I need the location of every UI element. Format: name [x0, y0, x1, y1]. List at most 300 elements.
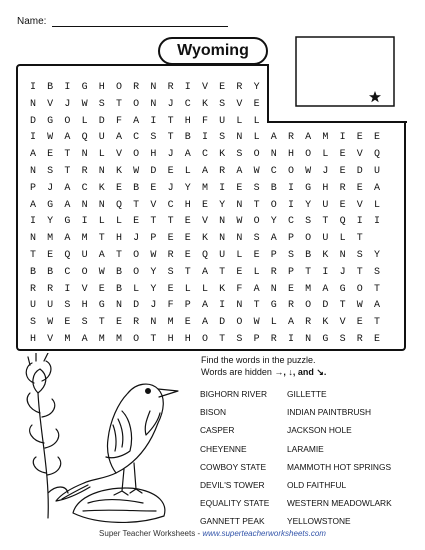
grid-letter[interactable]: L: [253, 132, 260, 144]
grid-letter[interactable]: L: [236, 250, 243, 261]
grid-letter[interactable]: O: [133, 149, 140, 161]
grid-letter[interactable]: W: [81, 98, 88, 110]
grid-letter[interactable]: L: [339, 233, 346, 245]
grid-letter[interactable]: O: [133, 98, 140, 110]
grid-letter[interactable]: K: [201, 98, 208, 110]
grid-letter[interactable]: A: [64, 132, 71, 144]
grid-letter[interactable]: H: [184, 334, 191, 345]
grid-letter[interactable]: A: [201, 266, 208, 278]
grid-letter[interactable]: R: [167, 82, 174, 93]
grid-letter[interactable]: G: [47, 199, 54, 211]
grid-letter[interactable]: I: [29, 216, 36, 228]
grid-letter[interactable]: W: [133, 166, 140, 177]
grid-letter[interactable]: C: [133, 132, 140, 144]
grid-letter[interactable]: N: [305, 334, 312, 345]
grid-letter[interactable]: E: [133, 216, 140, 228]
grid-letter[interactable]: N: [339, 250, 346, 261]
grid-letter[interactable]: T: [150, 334, 157, 345]
grid-letter[interactable]: P: [150, 233, 157, 245]
grid-letter[interactable]: R: [133, 82, 140, 93]
grid-letter[interactable]: E: [356, 132, 363, 144]
grid-letter[interactable]: T: [115, 250, 122, 261]
grid-letter[interactable]: D: [322, 300, 329, 312]
grid-letter[interactable]: W: [253, 166, 260, 177]
grid-letter[interactable]: R: [356, 334, 363, 345]
grid-letter[interactable]: S: [98, 98, 105, 110]
grid-letter[interactable]: K: [219, 283, 226, 295]
grid-letter[interactable]: A: [270, 233, 277, 245]
grid-letter[interactable]: E: [184, 233, 191, 245]
grid-letter[interactable]: I: [184, 82, 191, 93]
grid-letter[interactable]: S: [287, 250, 294, 261]
grid-letter[interactable]: L: [253, 266, 260, 278]
grid-letter[interactable]: E: [167, 283, 174, 295]
grid-letter[interactable]: S: [47, 166, 54, 177]
grid-letter[interactable]: P: [287, 266, 294, 278]
grid-letter[interactable]: Q: [115, 199, 122, 211]
grid-letter[interactable]: Q: [339, 216, 346, 228]
grid-letter[interactable]: T: [167, 132, 174, 144]
grid-letter[interactable]: A: [133, 115, 140, 127]
grid-letter[interactable]: E: [184, 250, 191, 261]
grid-letter[interactable]: A: [29, 199, 36, 211]
grid-letter[interactable]: A: [115, 132, 122, 144]
grid-letter[interactable]: V: [47, 98, 54, 110]
grid-letter[interactable]: R: [305, 317, 312, 329]
grid-letter[interactable]: H: [287, 149, 294, 161]
grid-letter[interactable]: F: [115, 115, 122, 127]
grid-letter[interactable]: L: [133, 283, 140, 295]
grid-letter[interactable]: G: [322, 334, 329, 345]
grid-letter[interactable]: S: [253, 233, 260, 245]
grid-letter[interactable]: S: [81, 317, 88, 329]
grid-letter[interactable]: L: [81, 115, 88, 127]
grid-letter[interactable]: R: [270, 266, 277, 278]
grid-letter[interactable]: T: [64, 149, 71, 161]
grid-letter[interactable]: M: [167, 317, 174, 329]
grid-letter[interactable]: L: [184, 283, 191, 295]
grid-letter[interactable]: V: [115, 149, 122, 161]
grid-letter[interactable]: A: [81, 334, 88, 345]
grid-letter[interactable]: V: [81, 283, 88, 295]
grid-letter[interactable]: C: [270, 166, 277, 177]
grid-letter[interactable]: H: [98, 82, 105, 93]
grid-letter[interactable]: G: [64, 216, 71, 228]
grid-letter[interactable]: U: [81, 250, 88, 261]
grid-letter[interactable]: E: [253, 98, 260, 110]
grid-letter[interactable]: U: [47, 300, 54, 312]
grid-letter[interactable]: O: [253, 216, 260, 228]
grid-letter[interactable]: N: [98, 199, 105, 211]
grid-letter[interactable]: G: [47, 115, 54, 127]
grid-letter[interactable]: P: [287, 233, 294, 245]
grid-letter[interactable]: S: [219, 98, 226, 110]
grid-letter[interactable]: B: [47, 266, 54, 278]
grid-letter[interactable]: Y: [373, 250, 380, 261]
grid-letter[interactable]: E: [373, 132, 380, 144]
grid-letter[interactable]: C: [167, 199, 174, 211]
grid-letter[interactable]: O: [81, 266, 88, 278]
grid-letter[interactable]: J: [339, 266, 346, 278]
grid-letter[interactable]: D: [150, 166, 157, 177]
grid-letter[interactable]: T: [115, 98, 122, 110]
grid-letter[interactable]: S: [150, 132, 157, 144]
grid-letter[interactable]: R: [167, 250, 174, 261]
grid-letter[interactable]: Y: [270, 216, 277, 228]
grid-letter[interactable]: H: [150, 149, 157, 161]
grid-letter[interactable]: M: [98, 334, 105, 345]
grid-letter[interactable]: E: [47, 149, 54, 161]
grid-letter[interactable]: D: [219, 317, 226, 329]
grid-letter[interactable]: S: [236, 334, 243, 345]
grid-letter[interactable]: T: [184, 266, 191, 278]
grid-letter[interactable]: O: [115, 82, 122, 93]
grid-letter[interactable]: D: [356, 166, 363, 177]
grid-letter[interactable]: E: [167, 233, 174, 245]
grid-letter[interactable]: E: [253, 250, 260, 261]
grid-letter[interactable]: A: [236, 166, 243, 177]
grid-letter[interactable]: L: [98, 216, 105, 228]
grid-letter[interactable]: Y: [219, 199, 226, 211]
grid-letter[interactable]: Q: [64, 250, 71, 261]
grid-letter[interactable]: E: [184, 317, 191, 329]
grid-letter[interactable]: E: [236, 182, 243, 194]
grid-letter[interactable]: A: [201, 300, 208, 312]
grid-letter[interactable]: E: [373, 334, 380, 345]
grid-letter[interactable]: W: [236, 216, 243, 228]
grid-letter[interactable]: O: [133, 250, 140, 261]
grid-letter[interactable]: Y: [150, 283, 157, 295]
grid-letter[interactable]: N: [270, 149, 277, 161]
grid-letter[interactable]: N: [98, 166, 105, 177]
grid-letter[interactable]: R: [270, 334, 277, 345]
grid-letter[interactable]: C: [81, 182, 88, 194]
grid-letter[interactable]: I: [219, 182, 226, 194]
grid-letter[interactable]: N: [236, 300, 243, 312]
grid-letter[interactable]: N: [29, 166, 36, 177]
grid-letter[interactable]: Q: [373, 149, 380, 161]
grid-letter[interactable]: N: [236, 233, 243, 245]
grid-letter[interactable]: D: [133, 300, 140, 312]
grid-letter[interactable]: T: [98, 317, 105, 329]
grid-letter[interactable]: V: [356, 199, 363, 211]
grid-letter[interactable]: E: [115, 317, 122, 329]
grid-letter[interactable]: J: [167, 149, 174, 161]
grid-letter[interactable]: I: [287, 199, 294, 211]
grid-letter[interactable]: T: [29, 250, 36, 261]
grid-letter[interactable]: M: [64, 334, 71, 345]
grid-letter[interactable]: T: [305, 266, 312, 278]
grid-letter[interactable]: C: [184, 98, 191, 110]
name-line[interactable]: [52, 26, 228, 27]
grid-letter[interactable]: K: [219, 149, 226, 161]
grid-letter[interactable]: L: [98, 149, 105, 161]
grid-letter[interactable]: L: [373, 199, 380, 211]
grid-letter[interactable]: T: [373, 283, 380, 295]
grid-letter[interactable]: T: [322, 216, 329, 228]
grid-letter[interactable]: E: [150, 182, 157, 194]
grid-letter[interactable]: L: [322, 149, 329, 161]
grid-letter[interactable]: U: [98, 132, 105, 144]
grid-letter[interactable]: U: [219, 250, 226, 261]
grid-letter[interactable]: G: [339, 283, 346, 295]
grid-letter[interactable]: A: [270, 132, 277, 144]
grid-letter[interactable]: N: [115, 300, 122, 312]
grid-letter[interactable]: Q: [201, 250, 208, 261]
grid-letter[interactable]: I: [29, 82, 36, 93]
grid-letter[interactable]: S: [356, 250, 363, 261]
grid-letter[interactable]: K: [98, 182, 105, 194]
grid-letter[interactable]: V: [201, 216, 208, 228]
grid-letter[interactable]: E: [184, 216, 191, 228]
grid-letter[interactable]: B: [305, 250, 312, 261]
grid-letter[interactable]: R: [81, 166, 88, 177]
grid-letter[interactable]: A: [64, 182, 71, 194]
grid-letter[interactable]: S: [167, 266, 174, 278]
grid-letter[interactable]: K: [115, 166, 122, 177]
grid-letter[interactable]: W: [253, 317, 260, 329]
grid-letter[interactable]: I: [81, 216, 88, 228]
grid-letter[interactable]: M: [47, 233, 54, 245]
grid-letter[interactable]: N: [236, 199, 243, 211]
grid-letter[interactable]: O: [133, 334, 140, 345]
grid-letter[interactable]: N: [150, 317, 157, 329]
grid-letter[interactable]: G: [81, 82, 88, 93]
grid-letter[interactable]: O: [236, 317, 243, 329]
grid-letter[interactable]: Y: [150, 266, 157, 278]
grid-letter[interactable]: U: [29, 300, 36, 312]
grid-letter[interactable]: H: [322, 182, 329, 194]
grid-letter[interactable]: A: [322, 283, 329, 295]
grid-letter[interactable]: R: [219, 166, 226, 177]
grid-letter[interactable]: N: [81, 149, 88, 161]
grid-letter[interactable]: H: [184, 115, 191, 127]
grid-letter[interactable]: E: [98, 283, 105, 295]
grid-letter[interactable]: H: [29, 334, 36, 345]
grid-letter[interactable]: N: [81, 199, 88, 211]
grid-letter[interactable]: T: [167, 115, 174, 127]
grid-letter[interactable]: P: [29, 182, 36, 194]
grid-letter[interactable]: H: [167, 334, 174, 345]
grid-letter[interactable]: R: [47, 283, 54, 295]
grid-letter[interactable]: V: [150, 199, 157, 211]
grid-letter[interactable]: A: [201, 317, 208, 329]
grid-letter[interactable]: E: [356, 182, 363, 194]
grid-letter[interactable]: I: [356, 216, 363, 228]
grid-letter[interactable]: Y: [184, 182, 191, 194]
grid-letter[interactable]: A: [98, 250, 105, 261]
grid-letter[interactable]: P: [184, 300, 191, 312]
grid-letter[interactable]: W: [305, 166, 312, 177]
grid-letter[interactable]: M: [322, 132, 329, 144]
grid-letter[interactable]: V: [201, 82, 208, 93]
grid-letter[interactable]: B: [133, 182, 140, 194]
grid-letter[interactable]: B: [115, 266, 122, 278]
grid-letter[interactable]: N: [29, 233, 36, 245]
grid-letter[interactable]: N: [219, 216, 226, 228]
grid-letter[interactable]: I: [29, 132, 36, 144]
grid-letter[interactable]: O: [305, 233, 312, 245]
grid-letter[interactable]: E: [339, 149, 346, 161]
grid-letter[interactable]: N: [219, 233, 226, 245]
grid-letter[interactable]: E: [339, 199, 346, 211]
grid-letter[interactable]: H: [115, 233, 122, 245]
grid-letter[interactable]: O: [201, 334, 208, 345]
grid-letter[interactable]: T: [356, 266, 363, 278]
grid-letter[interactable]: N: [150, 82, 157, 93]
grid-letter[interactable]: S: [236, 149, 243, 161]
grid-letter[interactable]: O: [64, 115, 71, 127]
grid-letter[interactable]: G: [305, 182, 312, 194]
grid-letter[interactable]: H: [184, 199, 191, 211]
grid-letter[interactable]: E: [64, 317, 71, 329]
grid-letter[interactable]: U: [322, 233, 329, 245]
grid-letter[interactable]: I: [201, 132, 208, 144]
grid-letter[interactable]: M: [81, 233, 88, 245]
grid-letter[interactable]: K: [322, 250, 329, 261]
grid-letter[interactable]: O: [270, 199, 277, 211]
grid-letter[interactable]: O: [133, 266, 140, 278]
grid-letter[interactable]: J: [47, 182, 54, 194]
grid-letter[interactable]: J: [150, 300, 157, 312]
grid-letter[interactable]: R: [339, 182, 346, 194]
grid-letter[interactable]: T: [98, 233, 105, 245]
grid-letter[interactable]: C: [287, 216, 294, 228]
grid-letter[interactable]: M: [305, 283, 312, 295]
grid-letter[interactable]: S: [29, 317, 36, 329]
grid-letter[interactable]: L: [236, 115, 243, 127]
grid-letter[interactable]: S: [305, 216, 312, 228]
grid-letter[interactable]: N: [236, 132, 243, 144]
grid-letter[interactable]: A: [201, 166, 208, 177]
grid-letter[interactable]: L: [253, 115, 260, 127]
grid-letter[interactable]: D: [98, 115, 105, 127]
grid-letter[interactable]: L: [184, 166, 191, 177]
grid-letter[interactable]: T: [167, 216, 174, 228]
grid-letter[interactable]: G: [98, 300, 105, 312]
grid-letter[interactable]: L: [115, 216, 122, 228]
grid-letter[interactable]: J: [64, 98, 71, 110]
grid-letter[interactable]: O: [305, 149, 312, 161]
grid-letter[interactable]: W: [356, 300, 363, 312]
grid-letter[interactable]: I: [219, 300, 226, 312]
grid-letter[interactable]: W: [47, 132, 54, 144]
grid-letter[interactable]: V: [339, 317, 346, 329]
grid-letter[interactable]: U: [373, 166, 380, 177]
grid-letter[interactable]: E: [287, 283, 294, 295]
grid-letter[interactable]: R: [287, 132, 294, 144]
grid-letter[interactable]: R: [29, 283, 36, 295]
grid-letter[interactable]: A: [29, 149, 36, 161]
grid-letter[interactable]: D: [29, 115, 36, 127]
grid-letter[interactable]: W: [47, 317, 54, 329]
grid-letter[interactable]: I: [322, 266, 329, 278]
grid-letter[interactable]: I: [287, 182, 294, 194]
grid-letter[interactable]: R: [287, 300, 294, 312]
grid-letter[interactable]: J: [167, 98, 174, 110]
grid-letter[interactable]: V: [47, 334, 54, 345]
grid-letter[interactable]: P: [270, 250, 277, 261]
grid-letter[interactable]: T: [150, 216, 157, 228]
grid-letter[interactable]: S: [64, 300, 71, 312]
grid-letter[interactable]: T: [133, 199, 140, 211]
grid-letter[interactable]: E: [167, 166, 174, 177]
grid-letter[interactable]: V: [356, 149, 363, 161]
footer-url[interactable]: www.superteacherworksheets.com: [202, 529, 326, 538]
grid-letter[interactable]: E: [236, 266, 243, 278]
grid-letter[interactable]: A: [64, 233, 71, 245]
grid-letter[interactable]: T: [339, 300, 346, 312]
grid-letter[interactable]: I: [287, 334, 294, 345]
grid-letter[interactable]: U: [219, 115, 226, 127]
grid-letter[interactable]: Y: [253, 82, 260, 93]
grid-letter[interactable]: H: [81, 300, 88, 312]
grid-letter[interactable]: E: [219, 82, 226, 93]
grid-letter[interactable]: B: [29, 266, 36, 278]
grid-letter[interactable]: E: [115, 182, 122, 194]
grid-letter[interactable]: B: [47, 82, 54, 93]
grid-letter[interactable]: E: [201, 199, 208, 211]
grid-letter[interactable]: T: [253, 199, 260, 211]
grid-letter[interactable]: L: [201, 283, 208, 295]
grid-letter[interactable]: U: [322, 199, 329, 211]
grid-letter[interactable]: T: [219, 334, 226, 345]
grid-letter[interactable]: I: [64, 283, 71, 295]
grid-letter[interactable]: T: [64, 166, 71, 177]
grid-letter[interactable]: T: [356, 233, 363, 245]
grid-letter[interactable]: J: [167, 182, 174, 194]
grid-letter[interactable]: B: [270, 182, 277, 194]
grid-letter[interactable]: W: [150, 250, 157, 261]
grid-letter[interactable]: J: [133, 233, 140, 245]
grid-letter[interactable]: E: [339, 166, 346, 177]
grid-letter[interactable]: Y: [47, 216, 54, 228]
grid-letter[interactable]: A: [287, 317, 294, 329]
grid-letter[interactable]: C: [201, 149, 208, 161]
grid-letter[interactable]: M: [201, 182, 208, 194]
grid-letter[interactable]: V: [236, 98, 243, 110]
grid-letter[interactable]: T: [373, 317, 380, 329]
grid-letter[interactable]: C: [64, 266, 71, 278]
grid-letter[interactable]: O: [305, 300, 312, 312]
grid-letter[interactable]: A: [184, 149, 191, 161]
grid-letter[interactable]: I: [150, 115, 157, 127]
grid-letter[interactable]: A: [253, 283, 260, 295]
grid-letter[interactable]: R: [133, 317, 140, 329]
grid-letter[interactable]: M: [115, 334, 122, 345]
grid-letter[interactable]: A: [373, 300, 380, 312]
grid-letter[interactable]: B: [115, 283, 122, 295]
grid-letter[interactable]: N: [29, 98, 36, 110]
grid-letter[interactable]: O: [356, 283, 363, 295]
grid-letter[interactable]: I: [64, 82, 71, 93]
grid-letter[interactable]: P: [253, 334, 260, 345]
grid-letter[interactable]: Q: [81, 132, 88, 144]
grid-letter[interactable]: S: [253, 182, 260, 194]
grid-letter[interactable]: W: [98, 266, 105, 278]
grid-letter[interactable]: O: [253, 149, 260, 161]
grid-letter[interactable]: S: [339, 334, 346, 345]
grid-letter[interactable]: I: [339, 132, 346, 144]
grid-letter[interactable]: F: [201, 115, 208, 127]
grid-letter[interactable]: S: [373, 266, 380, 278]
grid-letter[interactable]: I: [373, 216, 380, 228]
grid-letter[interactable]: T: [219, 266, 226, 278]
grid-letter[interactable]: K: [201, 233, 208, 245]
grid-letter[interactable]: J: [322, 166, 329, 177]
grid-letter[interactable]: L: [270, 317, 277, 329]
grid-letter[interactable]: N: [150, 98, 157, 110]
